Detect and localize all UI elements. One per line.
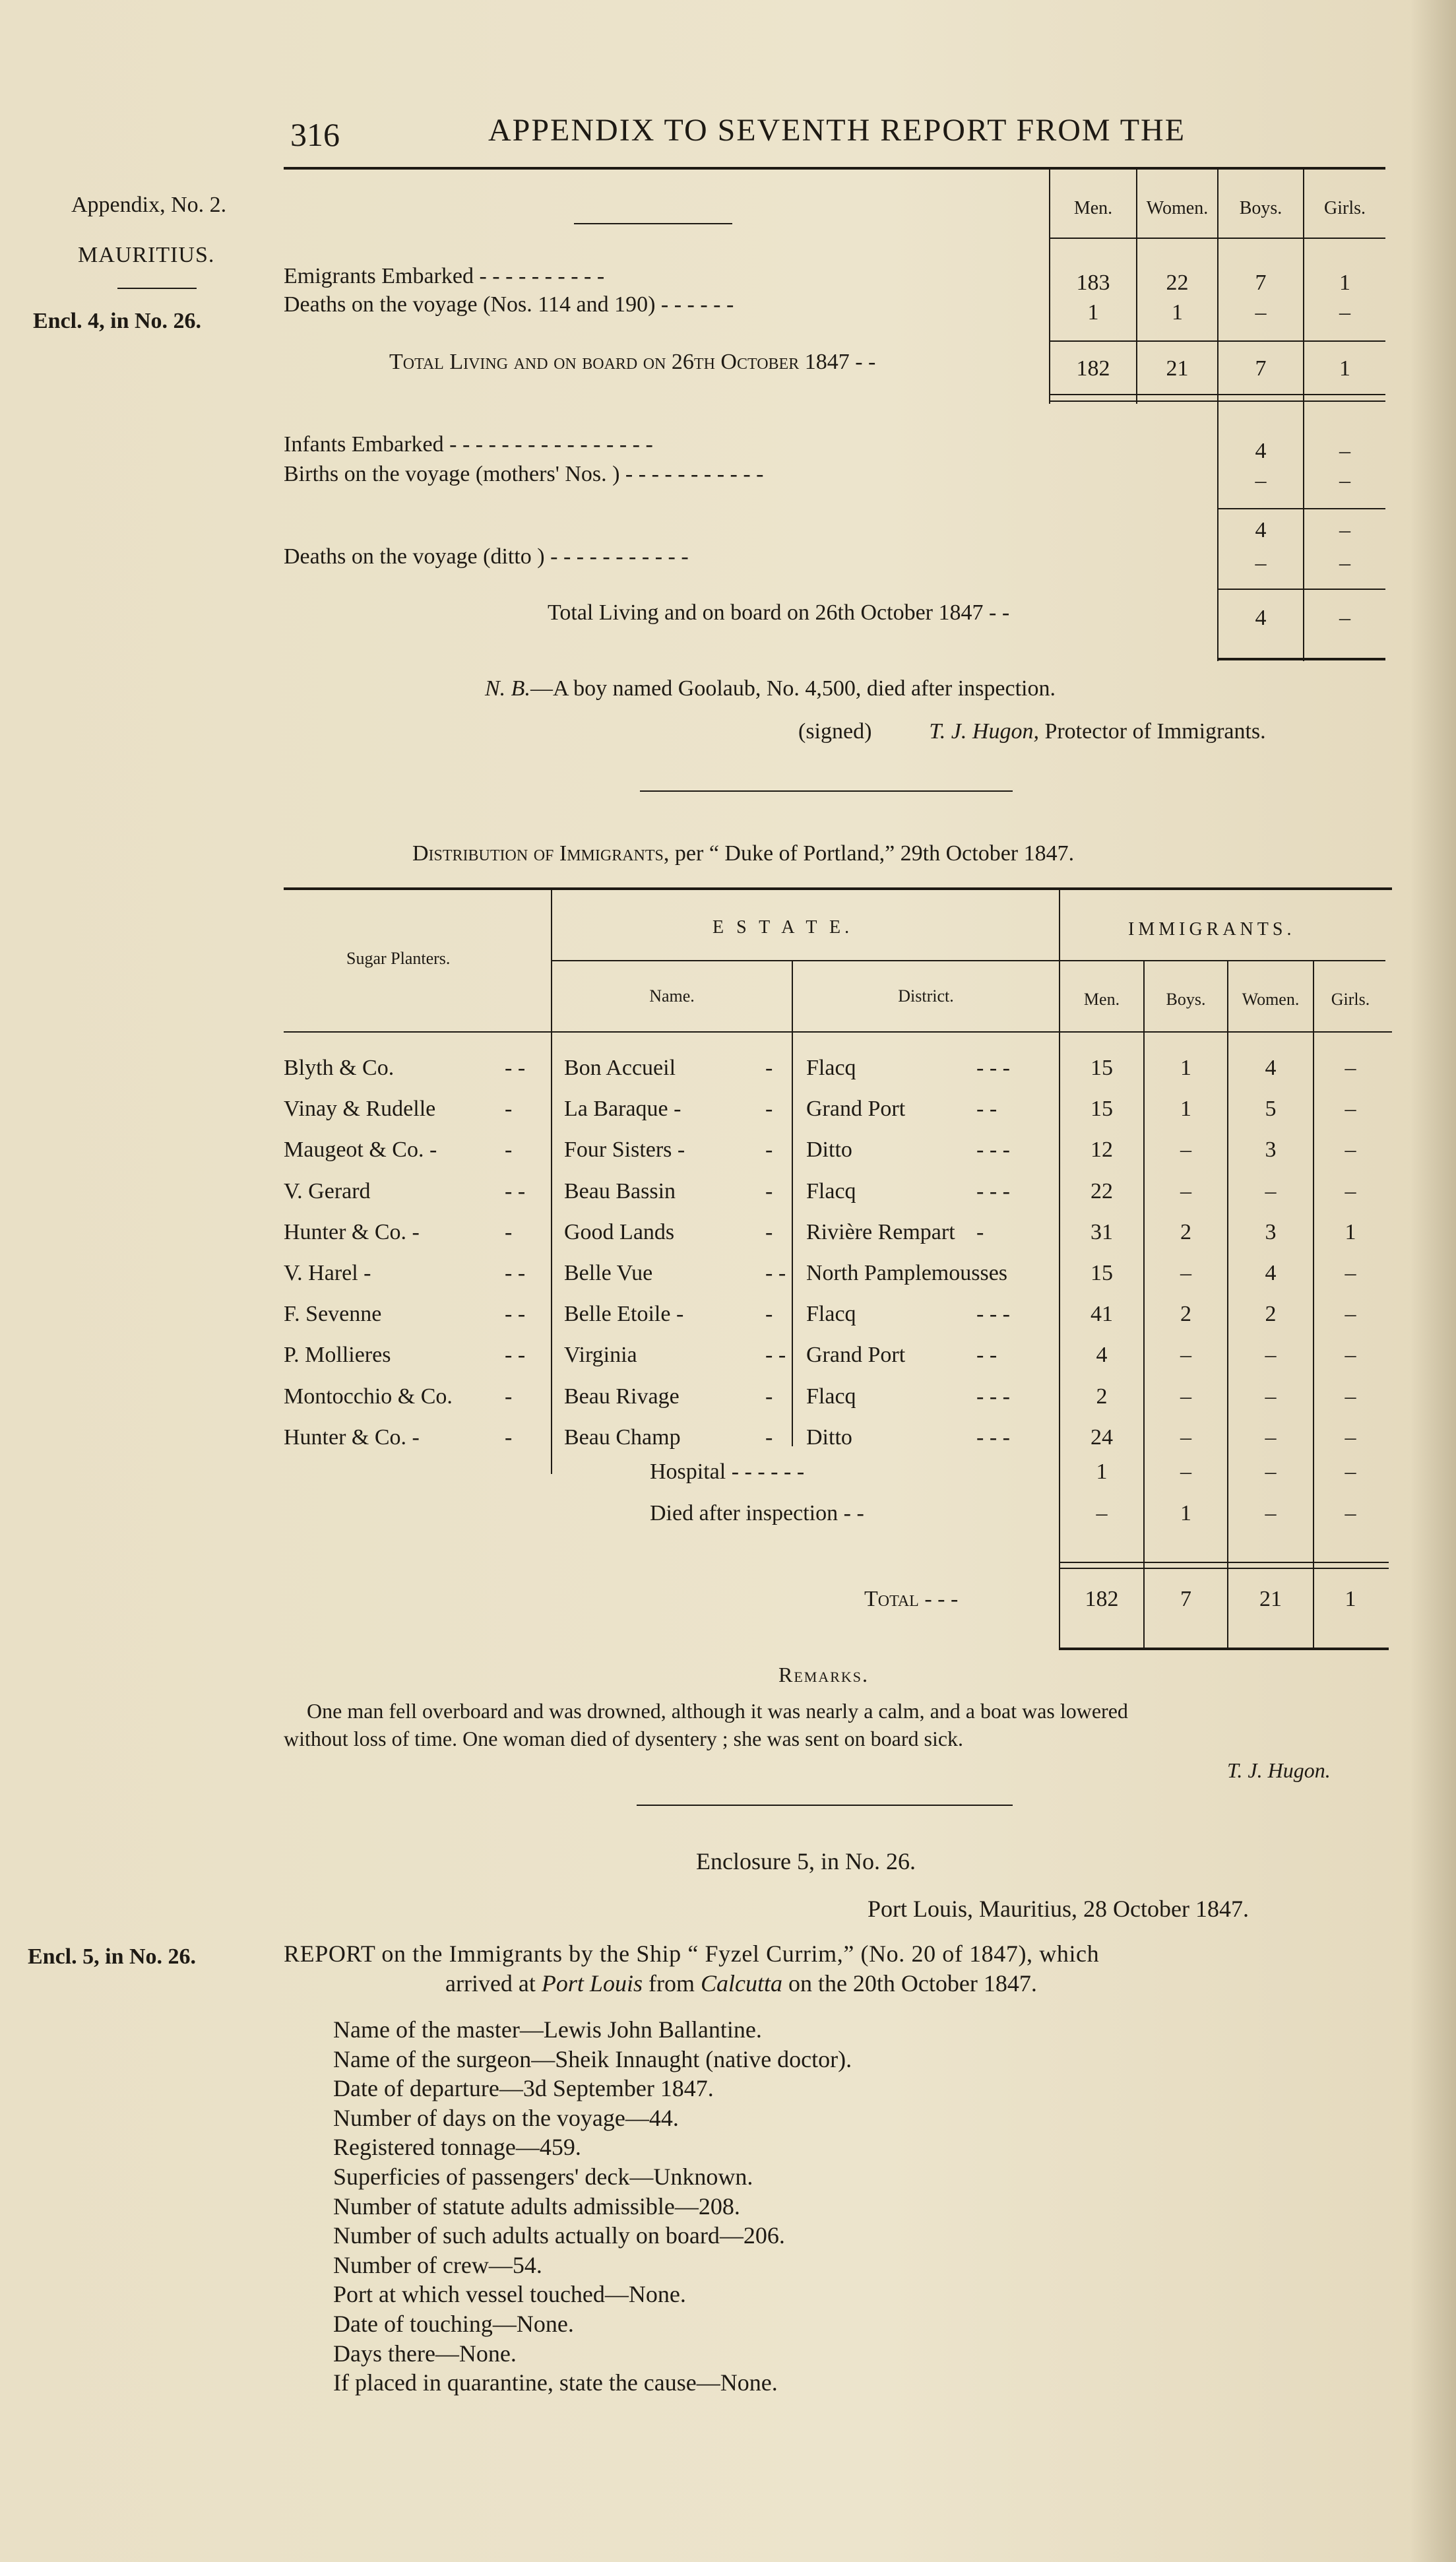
died-label: Died after inspection - - bbox=[650, 1501, 864, 1525]
head-sugar-planters: Sugar Planters. bbox=[346, 949, 451, 968]
cell-nd: - bbox=[765, 1384, 773, 1409]
head-name: Name. bbox=[649, 986, 695, 1006]
list-item: Days there—None. bbox=[333, 2340, 517, 2367]
head-immigrants: IMMIGRANTS. bbox=[1128, 919, 1296, 940]
cell-men: 15 bbox=[1091, 1097, 1113, 1122]
cell-name: Good Lands bbox=[564, 1219, 675, 1244]
cell-planter: Vinay & Rudelle bbox=[284, 1097, 436, 1122]
cell-name: Four Sisters - bbox=[564, 1137, 685, 1163]
cell-pd: - - bbox=[505, 1302, 526, 1327]
cell-nd: - bbox=[765, 1097, 773, 1122]
cell-boys: 2 bbox=[1180, 1219, 1191, 1244]
cell-men: 15 bbox=[1091, 1056, 1113, 1080]
list-item: Date of touching—None. bbox=[333, 2311, 574, 2337]
remarks-line-1: One man fell overboard and was drowned, although it was nearly a calm, and a boat was lowered bbox=[307, 1699, 1128, 1723]
cell-women: 4 bbox=[1265, 1056, 1277, 1080]
cell-planter: Montocchio & Co. bbox=[284, 1384, 453, 1409]
col-women: Women. bbox=[1146, 198, 1209, 218]
cell-district: Flacq bbox=[806, 1056, 856, 1080]
cell-women: 3 bbox=[1265, 1219, 1277, 1244]
cell-women: – bbox=[1265, 1178, 1277, 1203]
cell-pd: - bbox=[505, 1097, 513, 1122]
cell-boys: – bbox=[1180, 1261, 1191, 1285]
enclosure-heading: Enclosure 5, in No. 26. bbox=[696, 1848, 916, 1874]
head-girls: Girls. bbox=[1331, 990, 1370, 1009]
cell-nd: - bbox=[765, 1137, 773, 1163]
cell-boys: – bbox=[1180, 1178, 1191, 1203]
list-item: Registered tonnage—459. bbox=[333, 2134, 581, 2161]
head-boys: Boys. bbox=[1166, 990, 1206, 1009]
cell-district: North Pamplemousses bbox=[806, 1261, 1008, 1285]
remarks-heading: Remarks. bbox=[778, 1663, 870, 1686]
cell-boys: – bbox=[1180, 1425, 1191, 1450]
sidebar-appendix: Appendix, No. 2. bbox=[71, 193, 227, 217]
cell-planter: V. Gerard bbox=[284, 1178, 371, 1203]
cell-women: 5 bbox=[1265, 1097, 1277, 1122]
cell-district: Flacq bbox=[806, 1384, 856, 1409]
cell-women: – bbox=[1265, 1384, 1277, 1409]
cell-women: 4 bbox=[1265, 1261, 1277, 1285]
cell-boys: 1 bbox=[1180, 1097, 1191, 1122]
cell-pd: - bbox=[505, 1425, 513, 1450]
cell-nd: - - bbox=[765, 1343, 786, 1368]
cell-girls: – bbox=[1345, 1302, 1356, 1327]
cell-women: 2 bbox=[1265, 1302, 1277, 1327]
cell-dd: - - - bbox=[976, 1178, 1010, 1203]
cell-girls: – bbox=[1345, 1425, 1356, 1450]
cell-pd: - - bbox=[505, 1343, 526, 1368]
cell-name: La Baraque - bbox=[564, 1097, 681, 1122]
row-label: Emigrants Embarked - - - - - - - - - - bbox=[284, 264, 605, 288]
page-edge-shadow bbox=[1410, 0, 1456, 2562]
cell-district: Grand Port bbox=[806, 1097, 906, 1122]
cell-district: Ditto bbox=[806, 1137, 852, 1163]
section-rule bbox=[637, 1805, 1013, 1806]
cell-pd: - - bbox=[505, 1178, 526, 1203]
header-rule bbox=[284, 167, 1385, 170]
cell-girls: – bbox=[1345, 1343, 1356, 1368]
cell-women: 3 bbox=[1265, 1137, 1277, 1163]
document-page: 316 APPENDIX TO SEVENTH REPORT FROM THE Appendix, No. 2. MAURITIUS. Encl. 4, in No. 26. Encl. 5, in No. 26. Men. Women. Boys. Girls. Emigrants Embarked - - - - - - - - - - 183 22 7 1 Deaths on the voyage (Nos. 114 and 190) - - - - - - 1 1 – – Total Living and on board on 26th October 1847 - - 182 21 7 1 Infants Embarked - - - - - - - - - - - - - - - - 4 – Births on the voyage (mothers' Nos. ) - - - - - - - - - - - – – 4 – Deaths on the voyage (ditto ) - - - - - - - - - - - – – Total Living and on board on 26th October 1847 - - 4 – N. B.—A boy named Goolaub, No. 4,500, died after inspection. (signed) T. J. Hugon, Protector of Immigrants. Distribution of Immigrants, per “ Duke of Portland,” 29th October 1847. Sugar Planters. E S T A T E. IMMIGRANTS. Name. District. Men. Boys. Women. Girls. Blyth & Co. - - Bon Accueil - Flacq - - - 15 1 4 – Vinay & Rudelle - La Baraque - - Grand Port - - 15 1 5 – Maugeot & Co. - - Four Sisters - - Ditto - - - 12 – 3 – V. Gerard - - Beau Bassin - Flacq - - - 22 – – – Hunter & Co. - - Good Lands - Rivière Rempart - 31 2 3 1 V. Harel - - - Belle Vue - - North Pamplemousses 15 – 4 – F. Sevenne - - Belle Etoile - - Flacq - - - 41 2 2 – P. Mollieres - - Virginia - - Grand Port - - 4 – – – Montocchio & Co. - Beau Rivage - Flacq - - - 2 – – – Hunter & Co. - - Beau Champ - Ditto - - - 24 – – – Hospital - - - - - - 1 – – – Died after inspection - - – 1 – – Total - - - 182 7 21 1 Remarks. One man fell overboard and was drowned, although it was nearly a calm, and a boat was lowered without loss of time. One woman died of dysentery ; she was sent on board sick. T. J. Hugon. Enclosure 5, in No. 26. Port Louis, Mauritius, 28 October 1847. REPORT on the Immigrants by the Ship “ Fyzel Currim,” (No. 20 of 1847), which arrived at Port Louis from Calcutta on the 20th October 1847. Name of the master—Lewis John Ballantine. Name of the surgeon—Sheik Innaught (native doctor). Date of departure—3d September 1847. Number of days on the voyage—44. Registered tonnage—459. Superficies of passengers' deck—Unknown. Number of statute adults admissible—208. Number of such adults actually on board—206. Number of crew—54. Port at which vessel touched—None. Date of touching—None. Days there—None. If placed in quarantine, state the cause—None. bbox=[0, 0, 1456, 2562]
cell-women: – bbox=[1265, 1343, 1277, 1368]
cell-district: Ditto bbox=[806, 1425, 852, 1450]
total-label: Total Living and on board on 26th October 1847 - - bbox=[548, 600, 1010, 625]
cell-name: Virginia bbox=[564, 1343, 637, 1368]
cell-nd: - bbox=[765, 1302, 773, 1327]
page-title: APPENDIX TO SEVENTH REPORT FROM THE bbox=[488, 113, 1186, 148]
cell-dd: - - - bbox=[976, 1137, 1010, 1163]
cell-district: Flacq bbox=[806, 1178, 856, 1203]
cell-dd: - - - bbox=[976, 1425, 1010, 1450]
head-district: District. bbox=[898, 986, 954, 1006]
row-label: Infants Embarked - - - - - - - - - - - - - - - - bbox=[284, 432, 653, 457]
list-item: Port at which vessel touched—None. bbox=[333, 2281, 686, 2308]
distribution-title: Distribution of Immigrants, per “ Duke of Portland,” 29th October 1847. bbox=[412, 841, 1075, 866]
cell-men: 4 bbox=[1096, 1343, 1108, 1368]
cell-women: – bbox=[1265, 1425, 1277, 1450]
cell-pd: - - bbox=[505, 1056, 526, 1080]
cell-girls: – bbox=[1345, 1178, 1356, 1203]
cell-pd: - bbox=[505, 1137, 513, 1163]
cell-district: Flacq bbox=[806, 1302, 856, 1327]
sidebar-colony: MAURITIUS. bbox=[78, 243, 215, 267]
sidebar-encl-4: Encl. 4, in No. 26. bbox=[33, 309, 202, 333]
head-estate: E S T A T E. bbox=[712, 917, 854, 938]
cell-boys: – bbox=[1180, 1343, 1191, 1368]
cell-planter: Blyth & Co. bbox=[284, 1056, 395, 1080]
col-boys: Boys. bbox=[1239, 198, 1282, 218]
col-girls: Girls. bbox=[1324, 198, 1366, 218]
cell-nd: - bbox=[765, 1425, 773, 1450]
cell-men: 15 bbox=[1091, 1261, 1113, 1285]
cell-boys: 1 bbox=[1180, 1056, 1191, 1080]
cell-dd: - - - bbox=[976, 1056, 1010, 1080]
hospital-label: Hospital - - - - - - bbox=[650, 1459, 805, 1484]
list-item: Name of the surgeon—Sheik Innaught (native doctor). bbox=[333, 2045, 852, 2072]
row-label: Deaths on the voyage (ditto ) - - - - - - - - - - - bbox=[284, 544, 689, 569]
label-column-rule bbox=[574, 223, 732, 224]
cell-dd: - - bbox=[976, 1343, 997, 1368]
cell-name: Beau Bassin bbox=[564, 1178, 676, 1203]
cell-district: Grand Port bbox=[806, 1343, 906, 1368]
list-item: Number of statute adults admissible—208. bbox=[333, 2193, 740, 2220]
cell-girls: – bbox=[1345, 1137, 1356, 1163]
cell-men: 2 bbox=[1096, 1384, 1108, 1409]
cell-planter: V. Harel - bbox=[284, 1261, 371, 1285]
cell-planter: P. Mollieres bbox=[284, 1343, 391, 1368]
cell-girls: – bbox=[1345, 1261, 1356, 1285]
list-item: If placed in quarantine, state the cause—None. bbox=[333, 2369, 778, 2396]
cell-boys: – bbox=[1180, 1384, 1191, 1409]
cell-girls: – bbox=[1345, 1384, 1356, 1409]
page-number: 316 bbox=[290, 116, 340, 153]
enclosure-place-date: Port Louis, Mauritius, 28 October 1847. bbox=[868, 1896, 1249, 1922]
list-item: Number of such adults actually on board—206. bbox=[333, 2222, 785, 2249]
cell-men: 12 bbox=[1091, 1137, 1113, 1163]
nb-note: N. B.—A boy named Goolaub, No. 4,500, died after inspection. bbox=[485, 676, 1056, 701]
cell-dd: - bbox=[976, 1219, 984, 1244]
cell-planter: F. Sevenne bbox=[284, 1302, 382, 1327]
total-label: Total Living and on board on 26th October 1847 - - bbox=[389, 350, 876, 374]
report-title-line-1: REPORT on the Immigrants by the Ship “ Fyzel Currim,” (No. 20 of 1847), which bbox=[284, 1940, 1100, 1967]
cell-pd: - bbox=[505, 1384, 513, 1409]
cell-dd: - - - bbox=[976, 1302, 1010, 1327]
cell-name: Belle Vue bbox=[564, 1261, 653, 1285]
cell-dd: - - - bbox=[976, 1384, 1010, 1409]
signature-line: (signed) T. J. Hugon, Protector of Immigrants. bbox=[798, 719, 1266, 744]
cell-girls: – bbox=[1345, 1097, 1356, 1122]
head-women: Women. bbox=[1242, 990, 1300, 1009]
cell-name: Beau Rivage bbox=[564, 1384, 680, 1409]
list-item: Date of departure—3d September 1847. bbox=[333, 2075, 714, 2102]
row-label: Births on the voyage (mothers' Nos. ) - - - - - - - - - - - bbox=[284, 462, 764, 486]
list-item: Superficies of passengers' deck—Unknown. bbox=[333, 2163, 753, 2190]
cell-men: 22 bbox=[1091, 1178, 1113, 1203]
remarks-signature: T. J. Hugon. bbox=[1227, 1758, 1331, 1782]
cell-men: 31 bbox=[1091, 1219, 1113, 1244]
cell-nd: - bbox=[765, 1178, 773, 1203]
col-men: Men. bbox=[1073, 198, 1113, 218]
cell-planter: Hunter & Co. - bbox=[284, 1219, 420, 1244]
cell-boys: 2 bbox=[1180, 1302, 1191, 1327]
cell-name: Belle Etoile - bbox=[564, 1302, 684, 1327]
list-item: Name of the master—Lewis John Ballantine. bbox=[333, 2016, 762, 2043]
cell-girls: 1 bbox=[1345, 1219, 1356, 1244]
cell-planter: Hunter & Co. - bbox=[284, 1425, 420, 1450]
cell-men: 24 bbox=[1091, 1425, 1113, 1450]
cell-district: Rivière Rempart bbox=[806, 1219, 955, 1244]
cell-men: 41 bbox=[1091, 1302, 1113, 1327]
list-item: Number of days on the voyage—44. bbox=[333, 2104, 679, 2131]
cell-nd: - bbox=[765, 1219, 773, 1244]
cell-pd: - bbox=[505, 1219, 513, 1244]
remarks-line-2: without loss of time. One woman died of dysentery ; she was sent on board sick. bbox=[284, 1727, 964, 1750]
sidebar-encl-5: Encl. 5, in No. 26. bbox=[28, 1944, 197, 1969]
cell-boys: – bbox=[1180, 1137, 1191, 1163]
head-men: Men. bbox=[1083, 990, 1120, 1009]
cell-nd: - - bbox=[765, 1261, 786, 1285]
cell-name: Beau Champ bbox=[564, 1425, 681, 1450]
distribution-total-label: Total - - - bbox=[864, 1587, 959, 1611]
row-label: Deaths on the voyage (Nos. 114 and 190) - - - - - - bbox=[284, 292, 734, 317]
sidebar-rule bbox=[117, 288, 197, 289]
cell-girls: – bbox=[1345, 1056, 1356, 1080]
section-rule bbox=[640, 790, 1013, 792]
cell-planter: Maugeot & Co. - bbox=[284, 1137, 437, 1163]
cell-nd: - bbox=[765, 1056, 773, 1080]
report-title-line-2: arrived at Port Louis from Calcutta on the 20th October 1847. bbox=[445, 1970, 1037, 1997]
cell-pd: - - bbox=[505, 1261, 526, 1285]
list-item: Number of crew—54. bbox=[333, 2251, 542, 2278]
cell-name: Bon Accueil bbox=[564, 1056, 676, 1080]
cell-dd: - - bbox=[976, 1097, 997, 1122]
